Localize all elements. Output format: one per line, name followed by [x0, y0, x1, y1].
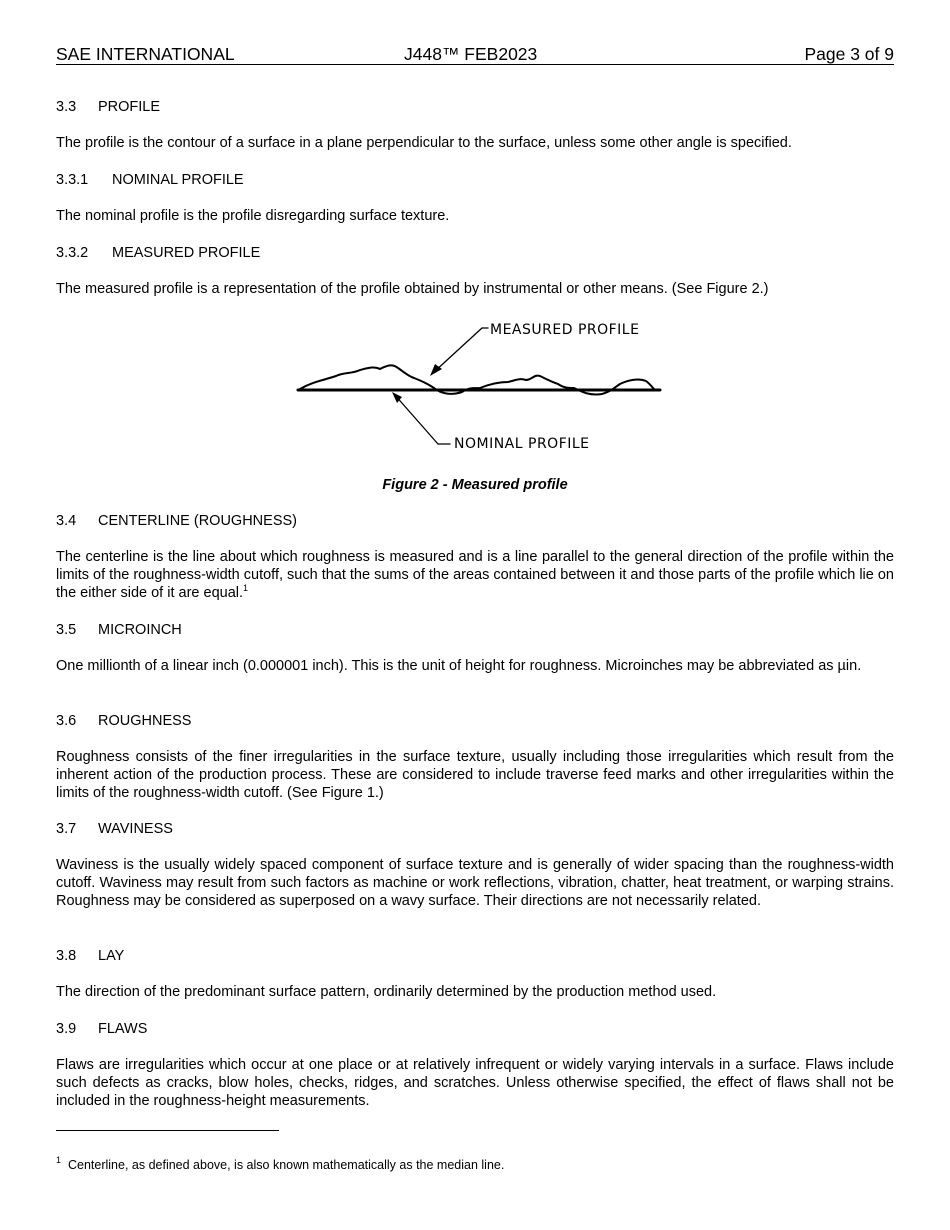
heading-title: CENTERLINE (ROUGHNESS) — [98, 513, 297, 529]
paragraph-text: The centerline is the line about which roughness is measured and is a line parallel to the general direction of the profile within the limits of the roughness-width cutoff, such that the sums of the areas contained between it and those parts of the profile which lie on the either side of it are equal. — [56, 549, 894, 601]
heading-title: MICROINCH — [98, 622, 182, 638]
heading-title: ROUGHNESS — [98, 713, 192, 729]
heading-number: 3.4 — [56, 513, 77, 529]
heading-title: PROFILE — [98, 99, 161, 115]
header-org: SAE INTERNATIONAL — [56, 44, 235, 64]
paragraph-3-8: The direction of the predominant surface pattern, ordinarily determined by the production method used. — [56, 984, 717, 1000]
heading-number: 3.7 — [56, 821, 77, 837]
heading-3-3 — [56, 98, 160, 116]
paragraph-3-9: Flaws are irregularities which occur at one place or at relatively infrequent or widely varying intervals in a surface. Flaws include such defects as cracks, blow holes, checks, ridges, and scratches. Unless otherwise specified, the effect of flaws shall not be included in the roughness-height measurements. — [56, 1057, 894, 1109]
heading-title: LAY — [98, 948, 125, 964]
measured-leader-line — [434, 328, 482, 372]
paragraph-3-6: Roughness consists of the finer irregularities in the surface texture, usually including those irregularities which result from the inherent action of the production process. These are considered to include traverse feed marks and other irregularities within the limits of the roughness-width cutoff. (See Figure 1.) — [56, 749, 894, 801]
heading-number: 3.3 — [56, 99, 77, 115]
heading-3-8 — [56, 947, 124, 965]
heading-3-9 — [56, 1020, 147, 1038]
heading-number: 3.6 — [56, 713, 77, 729]
footnote-reference: 1 — [243, 583, 249, 593]
paragraph-3-5: One millionth of a linear inch (0.000001 inch). This is the unit of height for roughness. Microinches may be abbreviated as µin. — [56, 658, 862, 674]
paragraph-3-4 — [56, 548, 894, 602]
heading-number: 3.3.2 — [56, 245, 89, 261]
page-header — [56, 44, 894, 65]
heading-number: 3.3.1 — [56, 172, 89, 188]
heading-number: 3.9 — [56, 1021, 77, 1037]
footnote — [56, 1157, 504, 1173]
footnote-separator — [56, 1130, 279, 1131]
heading-number: 3.8 — [56, 948, 77, 964]
heading-3-4 — [56, 512, 297, 530]
footnote-text: Centerline, as defined above, is also known mathematically as the median line. — [67, 1158, 505, 1172]
paragraph-3-3-2: The measured profile is a representation of the profile obtained by instrumental or other means. (See Figure 2.) — [56, 281, 769, 297]
paragraph-3-3-1: The nominal profile is the profile disregarding surface texture. — [56, 208, 450, 224]
heading-title: WAVINESS — [98, 821, 173, 837]
heading-3-5 — [56, 621, 182, 639]
nominal-leader-line — [394, 394, 438, 444]
heading-3-3-2 — [56, 244, 260, 262]
heading-title: FLAWS — [98, 1021, 148, 1037]
measured-profile-label: MEASURED PROFILE — [490, 322, 640, 338]
figure-caption: Figure 2 - Measured profile — [382, 477, 568, 493]
footnote-number: 1 — [56, 1155, 62, 1165]
header-page-number: Page 3 of 9 — [804, 44, 894, 64]
heading-title: MEASURED PROFILE — [112, 245, 261, 261]
paragraph-3-7: Waviness is the usually widely spaced component of surface texture and is generally of wider spacing than the roughness-width cutoff. Waviness may result from such factors as machine or work reflections, vibration, chatter, heat treatment, or warping strains. Roughness may be considered as superposed on a wavy surface. Their directions are not necessarily related. — [56, 857, 894, 909]
heading-number: 3.5 — [56, 622, 77, 638]
heading-3-7 — [56, 820, 173, 838]
heading-title: NOMINAL PROFILE — [112, 172, 244, 188]
header-doc-id: J448™ FEB2023 — [404, 44, 538, 64]
nominal-profile-label: NOMINAL PROFILE — [454, 436, 590, 452]
figure-measured-profile — [294, 318, 664, 458]
heading-3-3-1 — [56, 171, 244, 189]
paragraph-3-3: The profile is the contour of a surface in a plane perpendicular to the surface, unless some other angle is specified. — [56, 135, 792, 151]
heading-3-6 — [56, 712, 191, 730]
